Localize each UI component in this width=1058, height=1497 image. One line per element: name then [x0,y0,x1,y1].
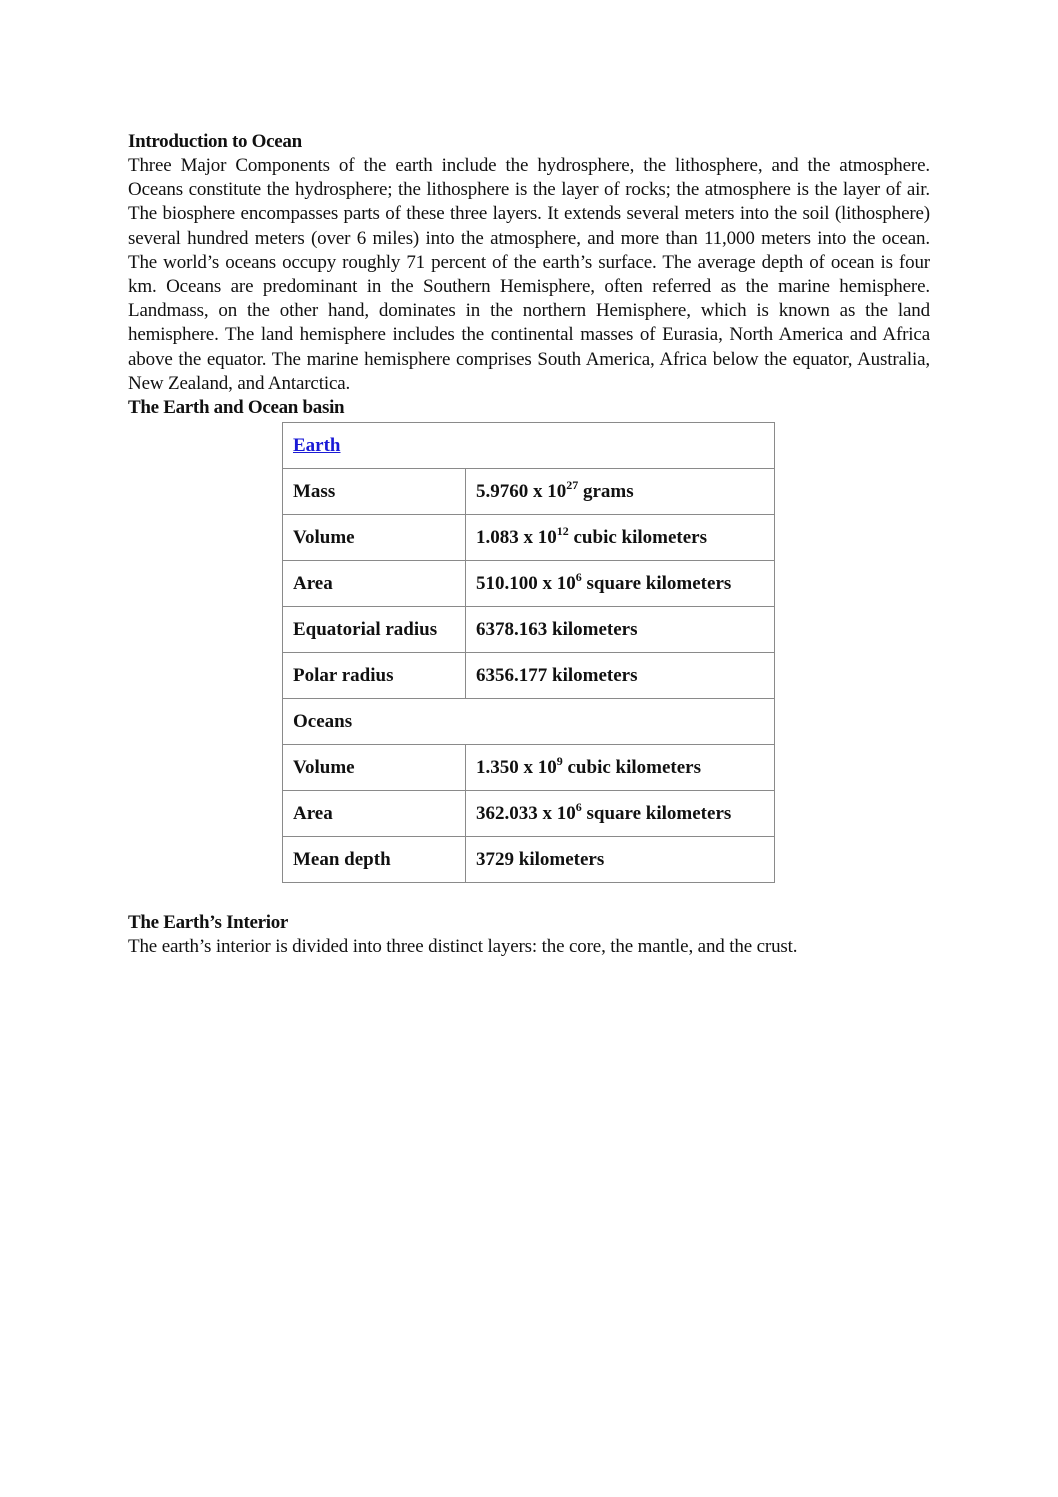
row-label: Volume [283,745,466,791]
row-value: 510.100 x $10^6$ square kilometers [466,561,775,607]
basin-heading: The Earth and Ocean basin [128,397,345,419]
table-row [283,699,775,745]
row-label: Polar radius [283,653,466,699]
row-value: 1.083 x $10^{12}$ cubic kilometers [466,515,775,561]
table-row [283,423,775,469]
interior-heading: The Earth’s Interior [128,912,289,934]
row-label: Volume [283,515,466,561]
row-value: 3729 kilometers [466,837,775,883]
table-row [283,561,775,607]
intro-heading: Introduction to Ocean [128,131,302,152]
row-label: Area [283,791,466,837]
row-label: Equatorial radius [283,607,466,653]
table-row [283,653,775,699]
interior-section [128,911,930,959]
table-row [283,469,775,515]
table-row [283,515,775,561]
row-label: Mass [283,469,466,515]
row-label: Area [283,561,466,607]
earth-header-cell [283,423,775,469]
interior-paragraph: The earth’s interior is divided into three distinct layers: the core, the mantle, and the crust. [128,936,798,958]
row-value: 1.350 x $10^9$ cubic kilometers [466,745,775,791]
row-value: 6356.177 kilometers [466,653,775,699]
oceans-header-cell: Oceans [283,699,775,745]
earth-ocean-table [282,422,775,883]
table-row [283,745,775,791]
table-row [283,607,775,653]
document-page [128,130,930,959]
row-value: 6378.163 kilometers [466,607,775,653]
row-value: 362.033 x $10^6$ square kilometers [466,791,775,837]
row-value: 5.9760 x $10^{27}$ grams [466,469,775,515]
table-row [283,791,775,837]
earth-link[interactable]: Earth [293,434,341,456]
intro-paragraph: Three Major Components of the earth include the hydrosphere, the lithosphere, and the atmosphere. Oceans constitute the hydrosphere; the lithosphere is the layer of rocks; the atmosphere is the layer of air. The biosphere encompasses parts of these three layers. It extends several meters into the soil (lithosphere) several hundred meters (over 6 miles) into the atmosphere, and more than 11,000 meters into the ocean. The world’s oceans occupy roughly 71 percent of the earth’s surface. The average depth of ocean is four km. Oceans are predominant in the Southern Hemisphere, often referred as the marine hemisphere. Landmass, on the other hand, dominates in the northern Hemisphere, which is known as the land hemisphere. The land hemisphere includes the continental masses of Eurasia, North America and Africa above the equator. The marine hemisphere comprises South America, Africa below the equator, Australia, New Zealand, and Antarctica. [128,155,930,394]
row-label: Mean depth [283,837,466,883]
table-row [283,837,775,883]
